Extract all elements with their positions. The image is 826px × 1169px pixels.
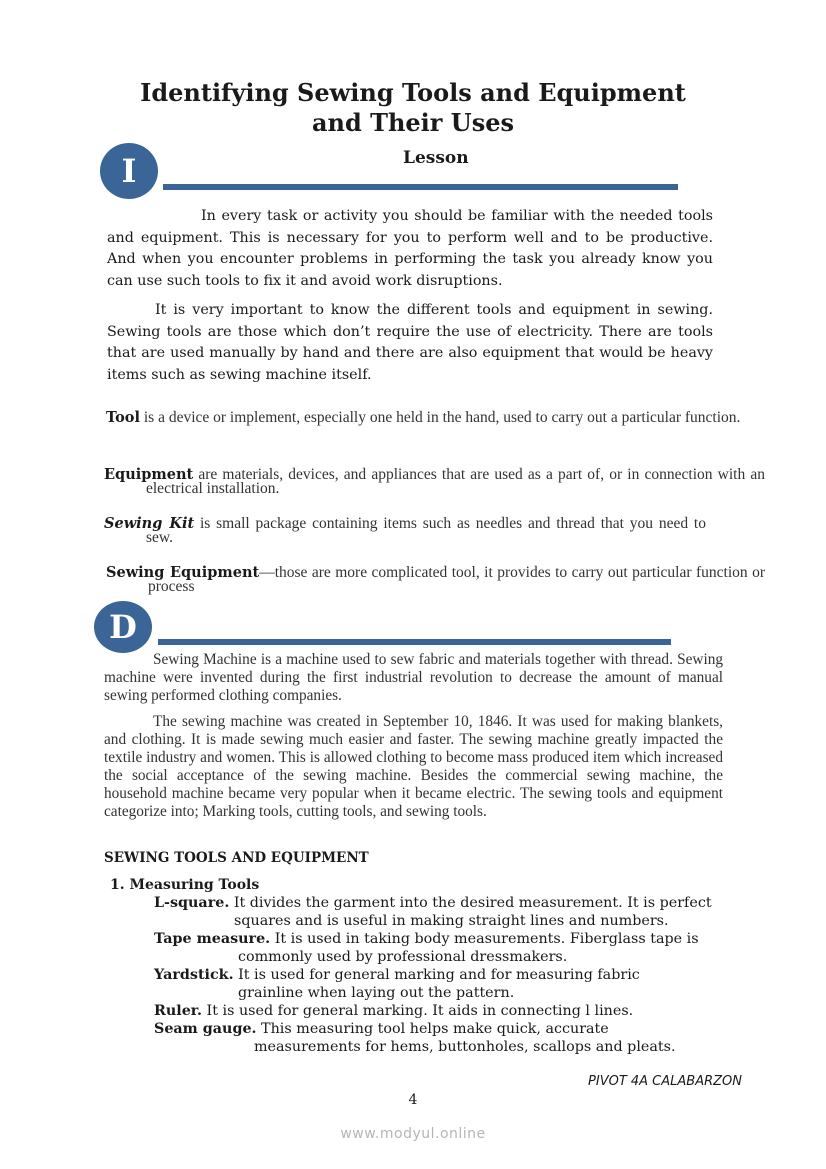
definition-text: —those are more complicated tool, it provides to carry out particular function or process xyxy=(148,564,765,595)
footer-tag: PIVOT 4A CALABARZON xyxy=(588,1074,742,1089)
tool-text-cont: squares and is useful in making straight lines and numbers. xyxy=(234,913,669,929)
section-i-rule xyxy=(163,184,678,190)
section-d-badge: D xyxy=(94,601,152,653)
definition-term: Equipment xyxy=(104,466,194,483)
definition-term: Tool xyxy=(106,409,140,426)
tool-item-ruler xyxy=(154,1002,724,1020)
tool-item-tape-measure xyxy=(154,930,724,966)
section-i-badge: I xyxy=(100,143,158,199)
definition-term: Sewing Kit xyxy=(104,515,195,532)
definition-sewing-equipment xyxy=(106,566,765,594)
sewing-machine-paragraph-2: The sewing machine was created in September 10, 1846. It was used for making blankets, and clothing. It is made sewing much easier and faster. The sewing machine greatly impacted the textile industry and women. This is allowed clothing to become mass produced item which increased the social acceptance of the sewing machine. Besides the commercial sewing machine, the household machine became very popular when it became electric. The sewing tools and equipment categorize into; Marking tools, cutting tools, and sewing tools. xyxy=(104,713,723,820)
tool-text-cont: grainline when laying out the pattern. xyxy=(238,985,515,1001)
tool-text-cont: measurements for hems, buttonholes, scallops and pleats. xyxy=(254,1039,676,1055)
lesson-label: Lesson xyxy=(403,148,469,168)
tool-name: Seam gauge. xyxy=(154,1021,257,1037)
tool-text: This measuring tool helps make quick, accurate xyxy=(256,1021,609,1037)
tool-name: Tape measure. xyxy=(154,931,271,947)
sewing-machine-paragraph-1: Sewing Machine is a machine used to sew fabric and materials together with thread. Sewing machine were invented during the first industrial revolution to decrease the amount of manual sewing performed clothing companies. xyxy=(104,651,723,704)
section-d-rule xyxy=(158,639,671,645)
tool-text: It is used for general marking. It aids in connecting l lines. xyxy=(202,1003,634,1019)
tool-name: Yardstick. xyxy=(154,967,234,983)
measuring-tools-heading: 1. Measuring Tools xyxy=(110,877,260,893)
intro-paragraph-2: It is very important to know the different tools and equipment in sewing. Sewing tools are those which don’t require the use of electricity. There are tools that are used manually by hand and there are also equipment that would be heavy items such as sewing machine itself. xyxy=(107,302,713,383)
tool-name: L-square. xyxy=(154,895,230,911)
intro-paragraph-1: In every task or activity you should be familiar with the needed tools and equipment. This is necessary for you to perform well and to be productive. And when you encounter problems in performing the task you already know you can use such tools to fix it and avoid work disruptions. xyxy=(107,208,713,289)
watermark: www.modyul.online xyxy=(340,1126,486,1142)
tool-name: Ruler. xyxy=(154,1003,203,1019)
tool-text: It divides the garment into the desired measurement. It is perfect xyxy=(229,895,712,911)
definition-text: are materials, devices, and appliances that are used as a part of, or in connection with an electrical installation. xyxy=(146,466,765,497)
definition-text: is small package containing items such as needles and thread that you need to sew. xyxy=(146,515,706,546)
tool-text: It is used for general marking and for measuring fabric xyxy=(233,967,640,983)
title-line-1: Identifying Sewing Tools and Equipment xyxy=(140,78,686,107)
definition-tool xyxy=(106,411,765,425)
tool-item-yardstick xyxy=(154,966,724,1002)
title-line-2: and Their Uses xyxy=(311,108,515,137)
definition-text: is a device or implement, especially one held in the hand, used to carry out a particular function. xyxy=(139,409,741,426)
tool-text-cont: commonly used by professional dressmakers. xyxy=(238,949,568,965)
definition-sewing-kit xyxy=(104,517,706,545)
tool-text: It is used in taking body measurements. Fiberglass tape is xyxy=(270,931,699,947)
definition-equipment xyxy=(104,468,765,496)
definition-term: Sewing Equipment xyxy=(106,564,260,581)
tools-heading: SEWING TOOLS AND EQUIPMENT xyxy=(104,850,369,866)
tool-item-l-square xyxy=(154,894,724,930)
page-title xyxy=(0,78,826,138)
tool-item-seam-gauge xyxy=(154,1020,724,1056)
page-number: 4 xyxy=(408,1092,418,1108)
